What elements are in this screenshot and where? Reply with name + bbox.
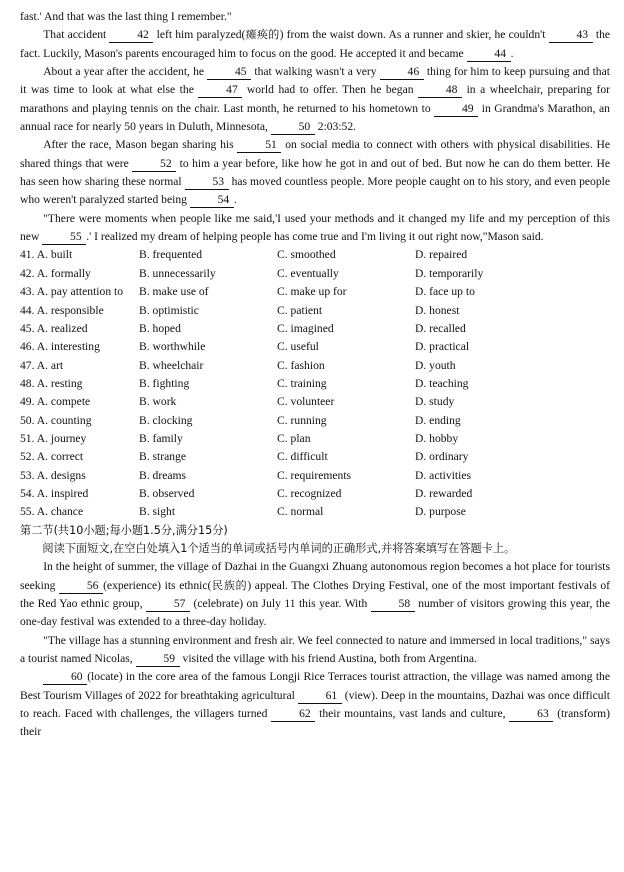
text-segment: In the height of summer, the village of Dazhai in the Guangxi Zhuang autonomous region becomes a hot place for tourists seeking [20, 560, 610, 592]
option-d[interactable]: D. face up to [415, 285, 475, 299]
blank-53[interactable]: 53 [185, 175, 229, 190]
option-row-43 [20, 283, 610, 301]
option-d[interactable]: D. activities [415, 468, 472, 482]
text-segment: left him paralyzed( [156, 28, 246, 42]
option-row-55 [20, 503, 610, 521]
options-list [20, 246, 610, 521]
text-segment: About a year after the accident, he [43, 65, 205, 79]
option-d[interactable]: D. ordinary [415, 450, 469, 464]
text-segment: (experience) its ethnic( [103, 578, 212, 592]
option-a[interactable]: 43. A. pay attention to [20, 285, 124, 299]
blank-47[interactable]: 47 [198, 83, 242, 98]
option-c[interactable]: C. normal [277, 505, 324, 519]
option-d[interactable]: D. ending [415, 413, 461, 427]
option-b[interactable]: B. observed [139, 486, 195, 500]
blank-52[interactable]: 52 [132, 157, 176, 172]
option-row-41 [20, 246, 610, 264]
text-segment: in Grandma's Marathon, an annual race for nearly 50 years in Duluth, Minnesota, [20, 101, 610, 134]
text-segment: (view). Deep in the mountains, Dazhai was once difficult to reach. Faced with challenges, the villagers turned [20, 688, 611, 721]
option-a[interactable]: 49. A. compete [20, 395, 91, 409]
option-row-53 [20, 467, 610, 485]
blank-49[interactable]: 49 [434, 102, 478, 117]
option-a[interactable]: 45. A. realized [20, 321, 88, 335]
option-c[interactable]: C. patient [277, 303, 323, 317]
option-a[interactable]: 52. A. correct [20, 450, 84, 464]
option-row-49 [20, 393, 610, 411]
text-segment: (transform) their [20, 707, 610, 739]
option-c[interactable]: C. running [277, 413, 327, 427]
blank-48[interactable]: 48 [418, 83, 462, 98]
text-segment: (locate) in the core area of the famous Longji Rice Terraces tourist attraction, the village was named among the Best Tourism Villages of 2022 for breathtaking agricultural [20, 670, 610, 702]
option-c[interactable]: C. plan [277, 431, 311, 445]
passage2-paragraph-3 [20, 668, 610, 741]
text-segment: ) appeal. The Clothes Drying Festival, one of the most important festivals of the Red Yao ethnic group, [20, 578, 611, 610]
option-row-45 [20, 320, 610, 338]
option-b[interactable]: B. hoped [139, 321, 181, 335]
blank-58[interactable]: 58 [371, 597, 415, 612]
option-c[interactable]: C. requirements [277, 468, 352, 482]
option-a[interactable]: 48. A. resting [20, 376, 83, 390]
blank-54[interactable]: 54 [190, 193, 234, 208]
chinese-gloss: 瘫痪的 [245, 28, 280, 42]
text-segment: . [233, 193, 237, 207]
option-b[interactable]: B. unnecessarily [139, 266, 216, 280]
option-row-46 [20, 338, 610, 356]
text-segment: (celebrate) on July 11 this year. With [193, 597, 368, 610]
text-segment: has moved countless people. More people caught on to his story, and even people who weren't paralyzed started being [20, 175, 610, 207]
passage1-paragraph-2 [20, 63, 610, 136]
option-a[interactable]: 54. A. inspired [20, 486, 89, 500]
text-segment: That accident [43, 28, 107, 42]
option-d[interactable]: D. recalled [415, 321, 466, 335]
text-segment: to him a year before, like how he got in and out of bed. But now he can do them better. He has seen how sharing these normal [20, 156, 610, 189]
section2-heading: 第二节(共10小题;每小题1.5分,满分15分) [20, 523, 228, 537]
passage1-paragraph-0: fast.' And that was the last thing I remember." [20, 10, 232, 23]
option-a[interactable]: 47. A. art [20, 358, 64, 372]
text-segment: visited the village with his friend Austina, both from Argentina. [182, 652, 477, 666]
option-d[interactable]: D. temporarily [415, 266, 484, 280]
option-row-50 [20, 412, 610, 430]
option-c[interactable]: C. imagined [277, 321, 334, 335]
option-a[interactable]: 41. A. built [20, 248, 73, 262]
text-segment: 2:03:52. [317, 120, 357, 134]
text-segment: ) from the waist down. As a runner and skier, he couldn't [279, 28, 546, 42]
option-b[interactable]: B. make use of [139, 285, 209, 299]
option-a[interactable]: 50. A. counting [20, 413, 92, 427]
passage1-paragraph-3 [20, 136, 610, 209]
option-b[interactable]: B. sight [139, 505, 176, 519]
option-b[interactable]: B. strange [139, 450, 187, 464]
option-d[interactable]: D. study [415, 395, 455, 409]
blank-42[interactable]: 42 [109, 28, 153, 43]
text-segment: on social media to connect with others with physical disabilities. He shared things that were [20, 138, 610, 170]
option-c[interactable]: C. volunteer [277, 395, 335, 409]
option-d[interactable]: D. teaching [415, 376, 469, 390]
blank-60[interactable]: 60 [43, 670, 87, 685]
blank-45[interactable]: 45 [207, 65, 251, 80]
section2-instruction: 阅读下面短文,在空白处填入1个适当的单词或括号内单词的正确形式,并将答案填写在答题卡上。 [42, 541, 516, 555]
passage1-paragraph-1 [20, 26, 610, 63]
blank-46[interactable]: 46 [380, 65, 424, 80]
option-a[interactable]: 53. A. designs [20, 468, 86, 482]
option-c[interactable]: C. make up for [277, 285, 347, 299]
option-d[interactable]: D. repaired [415, 248, 468, 262]
option-row-51 [20, 430, 610, 448]
passage2-paragraph-2 [20, 632, 610, 669]
blank-57[interactable]: 57 [146, 597, 190, 612]
text-segment: their mountains, vast lands and culture, [319, 707, 506, 721]
option-c[interactable]: C. training [277, 376, 327, 390]
blank-62[interactable]: 62 [271, 707, 315, 722]
text-segment: world had to offer. Then he began [246, 83, 414, 97]
option-b[interactable]: B. dreams [139, 468, 187, 482]
blank-44[interactable]: 44 [467, 47, 511, 62]
option-d[interactable]: D. rewarded [415, 486, 473, 500]
passage2-paragraph-1 [20, 558, 610, 631]
passage1-paragraph-4 [20, 210, 610, 247]
option-a[interactable]: 44. A. responsible [20, 303, 104, 317]
option-a[interactable]: 42. A. formally [20, 266, 91, 280]
blank-56[interactable]: 56 [59, 579, 103, 594]
text-segment: After the race, Mason began sharing his [43, 138, 234, 152]
blank-50[interactable]: 50 [271, 120, 315, 135]
option-d[interactable]: D. honest [415, 303, 460, 317]
option-row-52 [20, 448, 610, 466]
option-b[interactable]: B. clocking [139, 413, 193, 427]
text-segment: .' I realized my dream of helping people has come true and I'm living it out right now,"Mason said. [86, 230, 544, 244]
blank-63[interactable]: 63 [509, 707, 553, 722]
blank-59[interactable]: 59 [136, 652, 180, 667]
option-row-54 [20, 485, 610, 503]
option-b[interactable]: B. optimistic [139, 303, 199, 317]
option-a[interactable]: 55. A. chance [20, 505, 84, 519]
option-c[interactable]: C. difficult [277, 450, 328, 464]
option-b[interactable]: B. fighting [139, 376, 190, 390]
text-segment: number of visitors growing this year, the one-day festival was extended to a three-day holiday. [20, 597, 611, 629]
option-a[interactable]: 51. A. journey [20, 431, 87, 445]
text-segment: . [510, 46, 514, 60]
text-segment: in a wheelchair, preparing for marathons and playing tennis on the chair. Last month, he returned to his hometown to [20, 83, 610, 115]
option-a[interactable]: 46. A. interesting [20, 340, 100, 354]
option-c[interactable]: C. useful [277, 340, 319, 354]
option-b[interactable]: B. wheelchair [139, 358, 204, 372]
option-row-48 [20, 375, 610, 393]
chinese-gloss: 民族的 [211, 578, 248, 592]
option-c[interactable]: C. fashion [277, 358, 325, 372]
text-segment: "There were moments when people like me said,'I used your methods and it changed my life and my perception of this new [20, 211, 610, 244]
option-b[interactable]: B. family [139, 431, 183, 445]
option-row-42 [20, 265, 610, 283]
option-b[interactable]: B. work [139, 395, 177, 409]
blank-43[interactable]: 43 [549, 28, 593, 43]
option-b[interactable]: B. frequented [139, 248, 203, 262]
blank-51[interactable]: 51 [237, 138, 281, 153]
text-segment: the fact. Luckily, Mason's parents encouraged him to focus on the good. He accepted it and became [20, 28, 611, 60]
option-c[interactable]: C. eventually [277, 266, 339, 280]
option-row-44 [20, 302, 610, 320]
option-d[interactable]: D. purpose [415, 505, 466, 519]
option-d[interactable]: D. youth [415, 358, 456, 372]
option-b[interactable]: B. worthwhile [139, 340, 206, 354]
blank-61[interactable]: 61 [298, 689, 342, 704]
option-d[interactable]: D. practical [415, 340, 470, 354]
option-row-47 [20, 357, 610, 375]
option-c[interactable]: C. recognized [277, 486, 342, 500]
option-c[interactable]: C. smoothed [277, 248, 336, 262]
text-segment: thing for him to keep pursuing and that it was time to look at what else the [20, 65, 610, 97]
blank-55[interactable]: 55 [42, 230, 86, 245]
text-segment: "The village has a stunning environment and fresh air. We feel connected to nature and immersed in local traditions," says a tourist named Nicolas, [20, 633, 610, 666]
text-segment: that walking wasn't a very [254, 65, 377, 79]
option-d[interactable]: D. hobby [415, 431, 459, 445]
